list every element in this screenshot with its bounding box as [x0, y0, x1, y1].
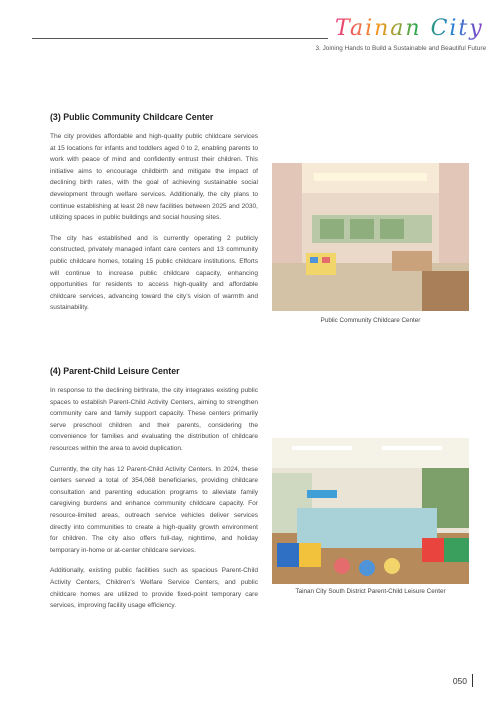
tainan-city-logo: [333, 12, 484, 42]
header-rule: [32, 38, 328, 39]
section-4-heading: (4) Parent-Child Leisure Center: [50, 366, 180, 376]
parent-child-center-photo: [272, 438, 469, 584]
photo-caption-childcare-center: Public Community Childcare Center: [320, 317, 421, 324]
section-4: [50, 366, 258, 612]
page-number: 050: [452, 676, 467, 686]
chapter-subtitle: 3. Joining Hands to Build a Sustainable and Beautiful Future: [315, 45, 486, 52]
section-4-paragraph-1: In response to the declining birthrate, the city integrates existing public spaces to establish Parent-Child Activity Centers, aiming to strengthen community care and family support capacity. These centers primarily serve preschool children and their parents, considering the convenience for families and evaluating the distribution of childcare resources within the area to avoid duplication.: [50, 387, 258, 452]
section-3-paragraph-1: The city provides affordable and high-quality public childcare services at 15 locations for infants and toddlers aged 0 to 2, enabling parents to work with peace of mind and confidently entrust their children. This initiative aims to encourage childbirth and mitigate the impact of declining birth rates, with the goal of achieving sustainable social development through welfare services. Additionally, the city plans to continue establishing at least 28 new facilities between 2025 and 2030, utilizing spaces in public buildings and social housing sites.: [50, 133, 258, 222]
page-number-bar: [472, 674, 473, 687]
logo-text: Tainan City: [335, 16, 484, 41]
section-4-paragraph-2: Currently, the city has 12 Parent-Child Activity Centers. In 2024, these centers served a total of 354,068 beneficiaries, providing childcare consultation and parenting education programs to alleviate family caregiving burdens and enhance community childcare capacity. For resource-limited areas, outreach service vehicles deliver services directly into communities to create a high-quality growth environment for children. The city also offers full-day, nighttime, and holiday temporary in-home or at-center childcare services.: [50, 465, 258, 554]
section-3-paragraph-2: The city has established and is currently operating 2 publicly constructed, privately managed infant care centers and 13 community public childcare homes, totaling 15 public childcare institutions. Efforts will continue to increase public childcare capacity, enhancing opportunities for residents to access high-quality and affordable childcare services, advancing toward the city’s vision of warmth and sustainability.: [50, 234, 258, 312]
section-4-paragraph-3: Additionally, existing public facilities such as spacious Parent-Child Activity Centers, Children’s Welfare Service Centers, and public childcare homes are utilized to provide fixed-point temporary care services, improving facility usage efficiency.: [50, 567, 258, 610]
section-3: [50, 112, 258, 314]
childcare-center-photo: [272, 163, 469, 311]
photo-caption-parent-child-center: Tainan City South District Parent-Child Leisure Center: [295, 588, 446, 595]
section-3-heading: (3) Public Community Childcare Center: [50, 112, 214, 122]
